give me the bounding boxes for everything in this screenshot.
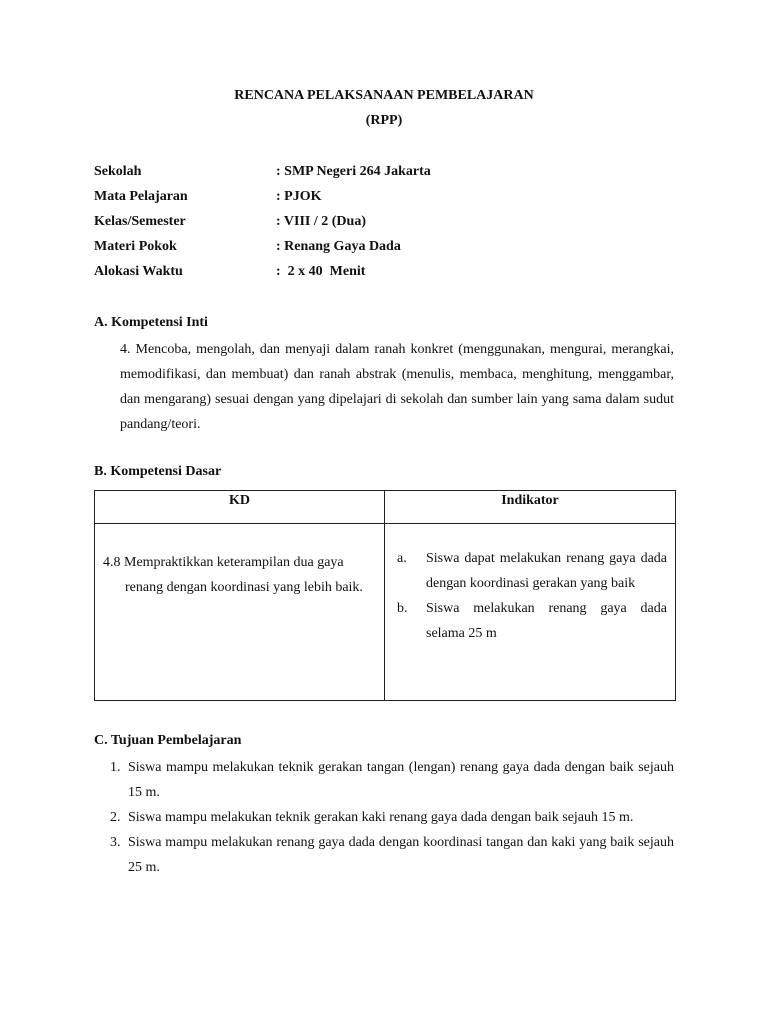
list-item-text: Siswa mampu melakukan teknik gerakan tangan (lengan) renang gaya dada dengan baik sejauh 15 m. (128, 760, 674, 800)
list-item-text: Siswa mampu melakukan teknik gerakan kaki renang gaya dada dengan baik sejauh 15 m. (128, 810, 634, 825)
info-value-mata-pelajaran: : PJOK (276, 189, 322, 204)
indikator-list (385, 524, 675, 646)
table-row (95, 524, 676, 701)
list-item-number: 3. (110, 835, 121, 850)
kd-line-2: renang dengan koordinasi yang lebih baik. (125, 580, 363, 595)
indikator-item (397, 596, 667, 646)
info-value-alokasi-waktu: : 2 x 40 Menit (276, 264, 366, 279)
list-item-number: 2. (110, 810, 121, 825)
section-a-text: 4. Mencoba, mengolah, dan menyaji dalam ranah konkret (menggunakan, mengurai, merangkai, memodifikasi, dan membuat) dan ranah abstrak (menulis, membaca, menghitung, menggambar, dan mengarang) sesuai dengan yang dipelajari di sekolah dan sumber lain yang sama dalam sudut pandang/teori. (120, 342, 674, 432)
info-label-mata-pelajaran: Mata Pelajaran (94, 189, 188, 204)
list-item (110, 805, 674, 830)
indikator-text: Siswa dapat melakukan renang gaya dada dengan koordinasi gerakan yang baik (426, 551, 667, 591)
section-b-heading: B. Kompetensi Dasar (94, 464, 222, 479)
kd-text (95, 524, 384, 600)
indikator-text: Siswa melakukan renang gaya dada selama 25 m (426, 601, 667, 641)
info-value-materi-pokok: : Renang Gaya Dada (276, 239, 401, 254)
section-a-heading: A. Kompetensi Inti (94, 315, 208, 330)
table-header-indikator (385, 491, 676, 524)
table-header-row (95, 491, 676, 524)
indikator-cell (385, 524, 676, 701)
info-label-sekolah: Sekolah (94, 164, 142, 179)
list-item (110, 755, 674, 805)
kd-cell (95, 524, 385, 701)
tujuan-list (110, 755, 674, 880)
list-item-text: Siswa mampu melakukan renang gaya dada dengan koordinasi tangan dan kaki yang baik sejauh 25 m. (128, 835, 674, 875)
indikator-item (397, 546, 667, 596)
info-value-sekolah: : SMP Negeri 264 Jakarta (276, 164, 431, 179)
document-subtitle: (RPP) (365, 113, 403, 128)
info-label-kelas-semester: Kelas/Semester (94, 214, 186, 229)
document-title: RENCANA PELAKSANAAN PEMBELAJARAN (234, 88, 534, 103)
info-label-materi-pokok: Materi Pokok (94, 239, 177, 254)
list-item-number: 1. (110, 760, 121, 775)
header-kd-label: KD (229, 493, 250, 508)
table-header-kd (95, 491, 385, 524)
indikator-marker: a. (397, 551, 407, 566)
header-indikator-label: Indikator (501, 493, 559, 508)
kompetensi-dasar-table (94, 490, 676, 701)
info-value-kelas-semester: : VIII / 2 (Dua) (276, 214, 366, 229)
indikator-marker: b. (397, 601, 408, 616)
kd-line-1: 4.8 Mempraktikkan keterampilan dua gaya (103, 555, 344, 570)
list-item (110, 830, 674, 880)
info-label-alokasi-waktu: Alokasi Waktu (94, 264, 183, 279)
section-c-heading: C. Tujuan Pembelajaran (94, 733, 242, 748)
